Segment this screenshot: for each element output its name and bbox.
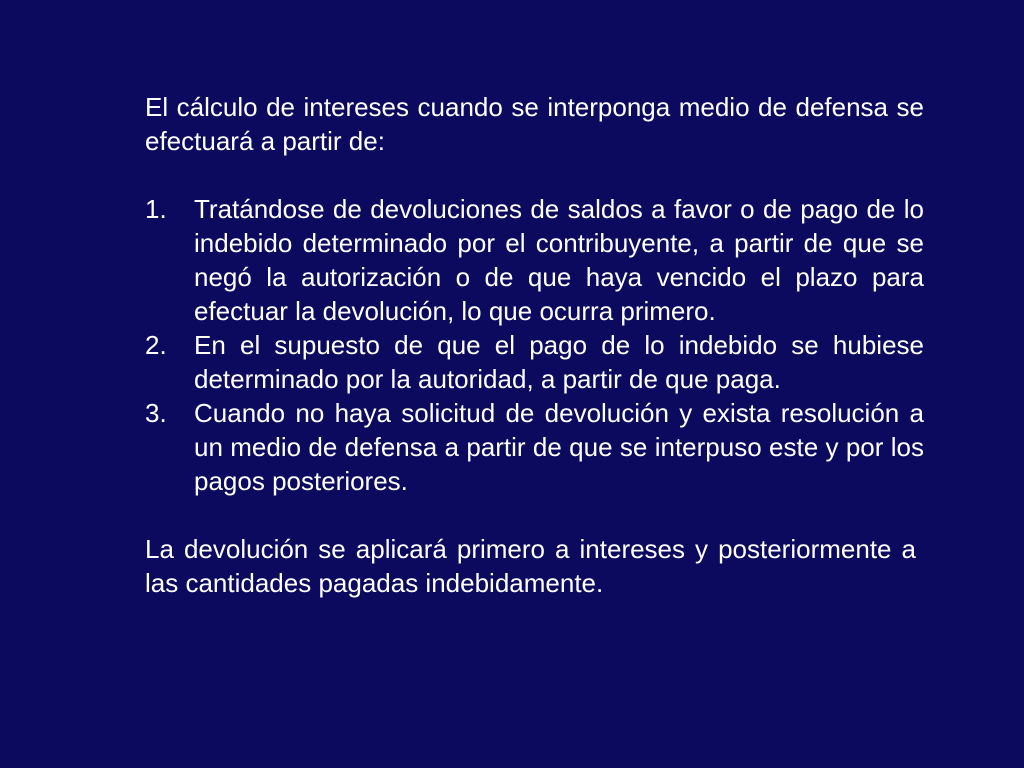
- list-item-number: 3.: [145, 398, 167, 428]
- list-item-text: Cuando no haya solicitud de devolución y exista resolución a un medio de defensa a partir de que se interpuso este y por los pagos posteriores.: [194, 398, 924, 496]
- intro-paragraph: El cálculo de intereses cuando se interponga medio de defensa se efectuará a partir de:: [145, 92, 924, 156]
- numbered-list: [145, 192, 924, 498]
- list-item-number: 1.: [145, 194, 167, 224]
- slide-content: [145, 90, 924, 600]
- list-item-3: [145, 396, 924, 498]
- list-item-text: En el supuesto de que el pago de lo indebido se hubiese determinado por la autoridad, a partir de que paga.: [194, 330, 924, 394]
- closing-paragraph: La devolución se aplicará primero a intereses y posteriormente a las cantidades pagadas indebidamente.: [145, 534, 916, 598]
- list-item-2: [145, 328, 924, 396]
- list-item-text: Tratándose de devoluciones de saldos a favor o de pago de lo indebido determinado por el contribuyente, a partir de que se negó la autorización o de que haya vencido el plazo para efectuar la devolución, lo que ocurra primero.: [194, 194, 924, 326]
- list-item-number: 2.: [145, 330, 167, 360]
- list-item-1: [145, 192, 924, 328]
